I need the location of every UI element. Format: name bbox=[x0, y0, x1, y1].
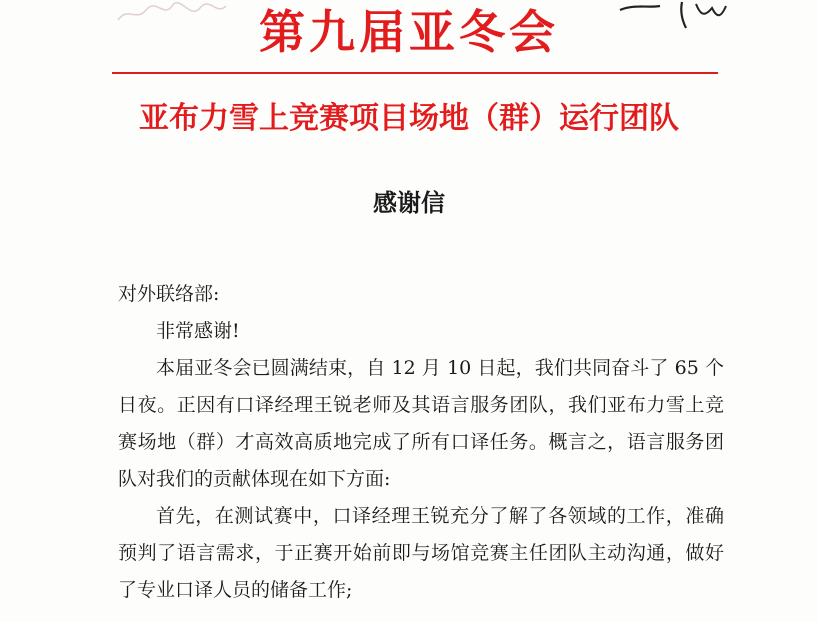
letter-body bbox=[118, 276, 724, 609]
letter-paragraph: 首先，在测试赛中，口译经理王锐充分了解了各领域的工作，准确预判了语言需求，于正赛开始前即与场馆竞赛主任团队主动沟通，做好了专业口译人员的储备工作; bbox=[118, 505, 724, 601]
letter-title: 感谢信 bbox=[373, 189, 445, 217]
red-divider bbox=[112, 72, 718, 74]
letter-paragraph: 本届亚冬会已圆满结束，自 12 月 10 日起，我们共同奋斗了 65 个日夜。正因有口译经理王锐老师及其语言服务团队，我们亚布力雪上竞赛场地（群）才高效高质地完成了所有口译任务。概言之，语言服务团队对我们的贡献体现在如下方面: bbox=[118, 357, 724, 490]
letter-opening: 非常感谢! bbox=[156, 320, 240, 342]
team-title: 亚布力雪上竞赛项目场地（群）运行团队 bbox=[139, 101, 679, 136]
letter-salutation: 对外联络部: bbox=[118, 283, 220, 305]
organization-title: 第九届亚冬会 bbox=[259, 5, 559, 59]
